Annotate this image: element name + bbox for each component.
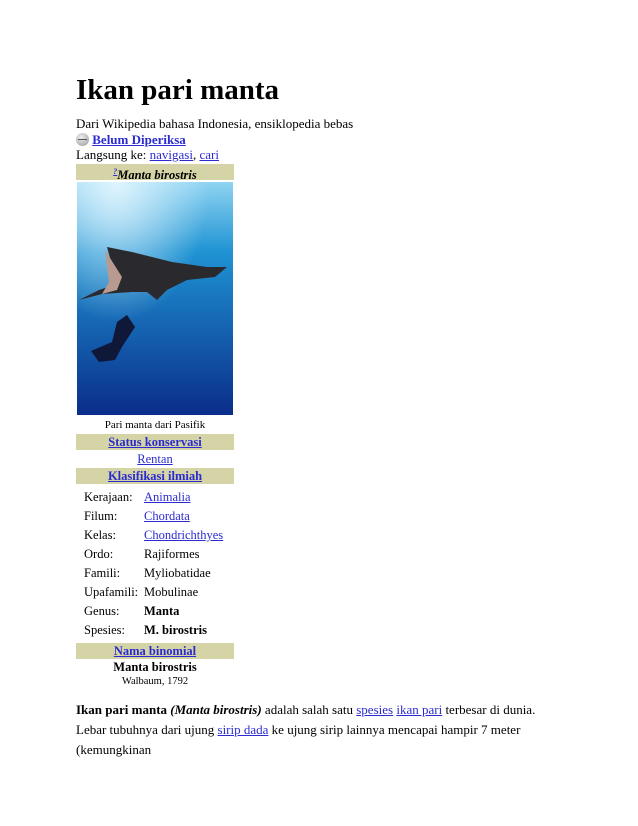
page-title: Ikan pari manta bbox=[76, 74, 280, 106]
taxon-rank: Spesies: bbox=[84, 623, 125, 637]
binomial-authority: Walbaum, 1792 bbox=[121, 676, 189, 687]
jump-links bbox=[76, 147, 219, 163]
taxon-rank: Genus: bbox=[84, 604, 120, 618]
taxon-value: Myliobatidae bbox=[144, 566, 211, 580]
ray-link[interactable]: ikan pari bbox=[396, 702, 443, 717]
binomial-name: Manta birostris bbox=[113, 660, 197, 674]
taxon-row bbox=[76, 488, 234, 507]
status-link[interactable]: Rentan bbox=[137, 452, 173, 466]
taxon-value: Rajiformes bbox=[144, 547, 200, 561]
taxon-rank: Filum: bbox=[84, 509, 118, 523]
taxon-row bbox=[76, 564, 234, 583]
review-status-link[interactable]: Belum Diperiksa bbox=[92, 132, 186, 147]
taxon-row bbox=[76, 507, 234, 526]
taxon-row bbox=[76, 545, 234, 564]
text: adalah salah satu bbox=[261, 702, 357, 717]
taxon-row bbox=[76, 602, 234, 621]
subtitle: Dari Wikipedia bahasa Indonesia, ensiklopedia bebas bbox=[76, 116, 354, 131]
nav-link[interactable]: navigasi bbox=[149, 147, 193, 162]
review-status bbox=[76, 132, 186, 148]
pectoral-fin-link[interactable]: sirip dada bbox=[217, 722, 269, 737]
classification-header bbox=[76, 468, 234, 484]
taxon-link[interactable]: Chondrichthyes bbox=[144, 528, 224, 542]
taxon-rank: Kelas: bbox=[84, 528, 116, 542]
jump-label: Langsung ke: bbox=[76, 147, 150, 162]
intro-paragraph bbox=[76, 700, 566, 760]
taxon-value: M. birostris bbox=[144, 623, 207, 637]
taxon-link[interactable]: Chordata bbox=[144, 509, 190, 523]
classification-header-link[interactable]: Klasifikasi ilmiah bbox=[107, 469, 203, 483]
status-value bbox=[76, 450, 234, 468]
bold-term: Ikan pari manta bbox=[76, 702, 168, 717]
infobox-title-text: Manta birostris bbox=[117, 168, 197, 183]
taxon-rank: Ordo: bbox=[84, 547, 114, 561]
infobox-title bbox=[76, 164, 234, 183]
taxobox-help-link[interactable]: ? bbox=[113, 167, 118, 176]
scientific-name: (Manta birostris) bbox=[170, 702, 262, 717]
taxon-rank: Famili: bbox=[84, 566, 121, 580]
manta-ray-photo bbox=[77, 182, 233, 415]
taxon-row bbox=[76, 526, 234, 545]
binomial-header bbox=[76, 643, 234, 659]
infobox bbox=[76, 164, 234, 687]
taxon-rank: Kerajaan: bbox=[84, 490, 133, 504]
text: terbesar di dunia. Lebar tubuhnya dari ujung bbox=[76, 702, 536, 737]
taxon-rank: Upafamili: bbox=[84, 585, 139, 599]
taxon-value: Manta bbox=[144, 604, 180, 618]
taxon-link[interactable]: Animalia bbox=[144, 490, 191, 504]
taxon-value: Mobulinae bbox=[144, 585, 199, 599]
image-caption: Pari manta dari Pasifik bbox=[104, 419, 206, 431]
taxon-row bbox=[76, 621, 234, 640]
search-link[interactable]: cari bbox=[199, 147, 219, 162]
taxon-row bbox=[76, 583, 234, 602]
status-header bbox=[76, 434, 234, 450]
status-header-link[interactable]: Status konservasi bbox=[108, 435, 202, 449]
binomial-header-link[interactable]: Nama binomial bbox=[113, 644, 197, 658]
jump-sep: , bbox=[192, 147, 200, 162]
text: ke ujung sirip lainnya mencapai hampir 7 meter (kemungkinan bbox=[76, 722, 521, 757]
species-link[interactable]: spesies bbox=[356, 702, 394, 717]
review-status-icon bbox=[76, 133, 89, 146]
